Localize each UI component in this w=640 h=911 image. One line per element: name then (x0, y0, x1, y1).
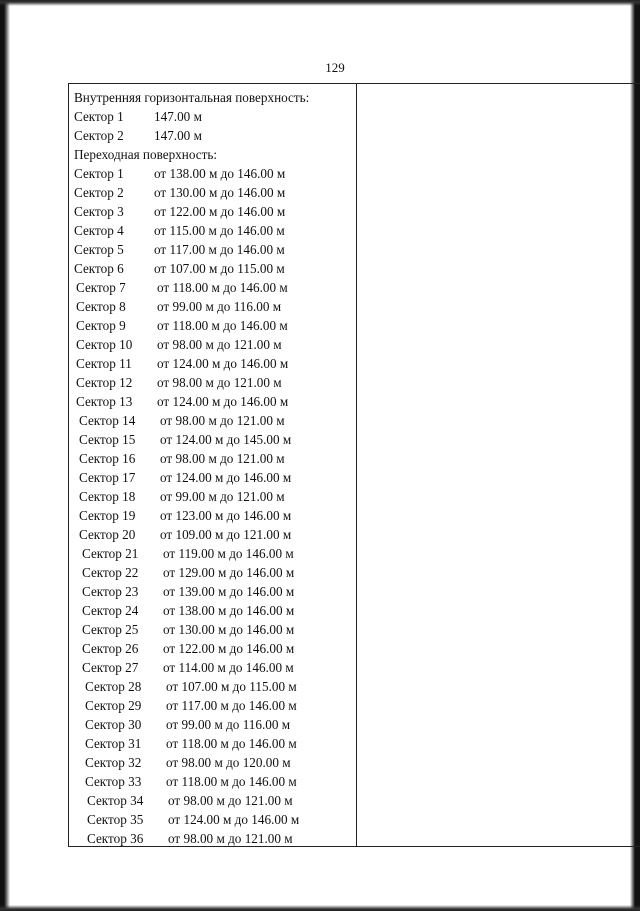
sector-value: от 107.00 м до 115.00 м (166, 679, 297, 694)
sector-value: от 98.00 м до 121.00 м (157, 337, 282, 352)
table-row (74, 468, 354, 487)
sector-label: Сектор 8 (76, 299, 126, 314)
table-row (74, 620, 354, 639)
sector-value: от 98.00 м до 121.00 м (157, 375, 282, 390)
sector-label: Сектор 1 (74, 109, 124, 124)
sector-label: Сектор 9 (76, 318, 126, 333)
sector-value: от 129.00 м до 146.00 м (163, 565, 295, 580)
sector-label: Сектор 27 (82, 660, 139, 675)
sector-value: от 139.00 м до 146.00 м (163, 584, 295, 599)
sector-value: от 107.00 м до 115.00 м (154, 261, 285, 276)
sector-value: от 98.00 м до 121.00 м (160, 451, 285, 466)
table-row (74, 487, 354, 506)
sector-label: Сектор 33 (85, 774, 142, 789)
sector-value: от 98.00 м до 121.00 м (168, 831, 293, 846)
sector-label: Сектор 4 (74, 223, 124, 238)
sector-label: Сектор 29 (85, 698, 142, 713)
sector-value: 147.00 м (154, 109, 202, 124)
sector-label: Сектор 32 (85, 755, 142, 770)
table-row (74, 354, 354, 373)
transition-surface-heading: Переходная поверхность: (74, 147, 218, 162)
sector-value: от 109.00 м до 121.00 м (160, 527, 292, 542)
sector-value: от 118.00 м до 146.00 м (157, 280, 288, 295)
sector-label: Сектор 23 (82, 584, 139, 599)
sector-label: Сектор 36 (87, 831, 144, 846)
table-row (74, 430, 354, 449)
table-row (74, 259, 354, 278)
sector-label: Сектор 10 (76, 337, 133, 352)
sector-label: Сектор 24 (82, 603, 139, 618)
table-row (74, 316, 354, 335)
table-row (74, 107, 354, 126)
sector-label: Сектор 13 (76, 394, 133, 409)
transition-surface-heading-row (74, 145, 354, 164)
table-row (74, 392, 354, 411)
sector-label: Сектор 14 (79, 413, 136, 428)
table-row (74, 658, 354, 677)
sector-value: от 124.00 м до 146.00 м (160, 470, 292, 485)
sector-label: Сектор 2 (74, 128, 124, 143)
sector-value: от 122.00 м до 146.00 м (163, 641, 295, 656)
sector-value: от 119.00 м до 146.00 м (163, 546, 294, 561)
sector-value: от 118.00 м до 146.00 м (166, 736, 297, 751)
sector-value: от 138.00 м до 146.00 м (163, 603, 295, 618)
sector-value: от 138.00 м до 146.00 м (154, 166, 286, 181)
table-row (74, 278, 354, 297)
sector-label: Сектор 20 (79, 527, 136, 542)
table-row (74, 829, 354, 848)
table-row (74, 639, 354, 658)
sector-label: Сектор 7 (76, 280, 126, 295)
sector-value: от 118.00 м до 146.00 м (166, 774, 297, 789)
sector-value: от 124.00 м до 146.00 м (157, 394, 289, 409)
table-row (74, 297, 354, 316)
table-row (74, 335, 354, 354)
table-row (74, 810, 354, 829)
table-row (74, 240, 354, 259)
sector-label: Сектор 15 (79, 432, 136, 447)
table-row (74, 411, 354, 430)
sector-label: Сектор 2 (74, 185, 124, 200)
sector-value: от 118.00 м до 146.00 м (157, 318, 288, 333)
sector-value: от 115.00 м до 146.00 м (154, 223, 285, 238)
sector-value: от 98.00 м до 120.00 м (166, 755, 291, 770)
sector-label: Сектор 17 (79, 470, 136, 485)
sector-label: Сектор 31 (85, 736, 142, 751)
height-table-right-column (356, 83, 640, 847)
sector-value: от 124.00 м до 145.00 м (160, 432, 292, 447)
sector-label: Сектор 11 (76, 356, 132, 371)
table-row (74, 202, 354, 221)
table-row (74, 696, 354, 715)
sector-value: 147.00 м (154, 128, 202, 143)
table-lines (74, 88, 354, 848)
table-row (74, 126, 354, 145)
sector-label: Сектор 1 (74, 166, 124, 181)
sector-label: Сектор 21 (82, 546, 139, 561)
sector-label: Сектор 26 (82, 641, 139, 656)
sector-value: от 99.00 м до 116.00 м (166, 717, 291, 732)
table-row (74, 183, 354, 202)
table-row (74, 506, 354, 525)
scan-border-top (0, 0, 640, 6)
table-row (74, 677, 354, 696)
sector-label: Сектор 3 (74, 204, 124, 219)
sector-value: от 99.00 м до 121.00 м (160, 489, 285, 504)
sector-label: Сектор 28 (85, 679, 142, 694)
table-row (74, 791, 354, 810)
inner-surface-heading-row (74, 88, 354, 107)
table-row (74, 715, 354, 734)
scan-border-bottom (0, 905, 640, 911)
sector-value: от 123.00 м до 146.00 м (160, 508, 292, 523)
sector-value: от 124.00 м до 146.00 м (157, 356, 289, 371)
scan-border-left (0, 0, 10, 911)
sector-value: от 117.00 м до 146.00 м (166, 698, 297, 713)
sector-label: Сектор 5 (74, 242, 124, 257)
table-row (74, 563, 354, 582)
table-row (74, 373, 354, 392)
inner-surface-heading: Внутренняя горизонтальная поверхность: (74, 90, 310, 105)
table-row (74, 221, 354, 240)
sector-value: от 130.00 м до 146.00 м (163, 622, 295, 637)
sector-label: Сектор 35 (87, 812, 144, 827)
sector-label: Сектор 18 (79, 489, 136, 504)
table-row (74, 544, 354, 563)
sector-value: от 117.00 м до 146.00 м (154, 242, 285, 257)
table-row (74, 601, 354, 620)
sector-value: от 124.00 м до 146.00 м (168, 812, 300, 827)
sector-label: Сектор 19 (79, 508, 136, 523)
table-row (74, 772, 354, 791)
sector-label: Сектор 12 (76, 375, 133, 390)
sector-label: Сектор 22 (82, 565, 139, 580)
sector-label: Сектор 6 (74, 261, 124, 276)
table-row (74, 734, 354, 753)
table-row (74, 164, 354, 183)
page-number: 129 (325, 60, 345, 75)
sector-value: от 122.00 м до 146.00 м (154, 204, 286, 219)
table-row (74, 582, 354, 601)
sector-label: Сектор 30 (85, 717, 142, 732)
sector-value: от 99.00 м до 116.00 м (157, 299, 282, 314)
table-row (74, 449, 354, 468)
sector-label: Сектор 25 (82, 622, 139, 637)
sector-label: Сектор 16 (79, 451, 136, 466)
table-row (74, 753, 354, 772)
table-row (74, 525, 354, 544)
height-table-left-column (68, 83, 357, 847)
sector-value: от 98.00 м до 121.00 м (160, 413, 285, 428)
sector-value: от 98.00 м до 121.00 м (168, 793, 293, 808)
sector-label: Сектор 34 (87, 793, 144, 808)
sector-value: от 130.00 м до 146.00 м (154, 185, 286, 200)
transition-rows (74, 164, 354, 848)
sector-value: от 114.00 м до 146.00 м (163, 660, 294, 675)
